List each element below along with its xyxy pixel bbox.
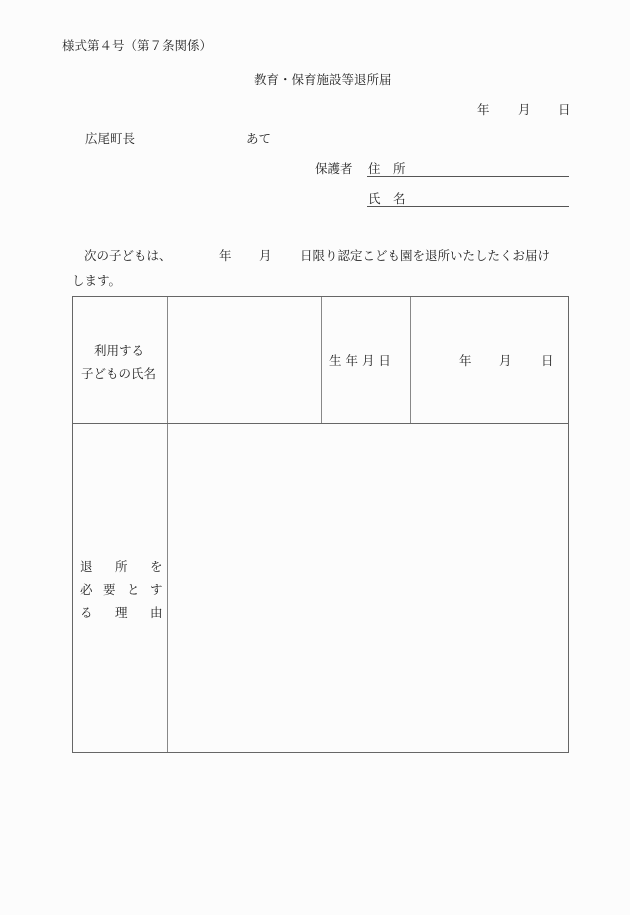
child-name-label-line1: 利用する xyxy=(94,343,145,358)
guardian-address-field[interactable] xyxy=(367,176,569,177)
reason-char: と xyxy=(127,582,140,597)
body-line1-suffix: 日限り認定こども園を退所いたしたくお届け xyxy=(300,248,551,263)
body-line2: します。 xyxy=(72,273,122,288)
addressee-name: 広尾町長 xyxy=(85,131,136,146)
reason-char: を xyxy=(150,559,163,574)
guardian-address-label: 住 所 xyxy=(368,161,406,176)
body-line1-prefix: 次の子どもは、 xyxy=(84,248,172,263)
reason-char: 所 xyxy=(115,559,128,574)
form-number: 様式第４号（第７条関係） xyxy=(62,38,213,53)
body-month: 月 xyxy=(259,248,272,263)
birthdate-day: 日 xyxy=(541,353,554,368)
addressee-suffix: あて xyxy=(246,131,272,146)
birthdate-month: 月 xyxy=(499,353,512,368)
column-divider-2 xyxy=(321,297,322,423)
reason-char: 退 xyxy=(80,559,93,574)
child-name-field[interactable] xyxy=(169,298,319,422)
date-year-label: 年 xyxy=(477,102,490,117)
reason-field[interactable] xyxy=(169,425,568,752)
reason-char: 必 xyxy=(80,582,93,597)
column-divider-1 xyxy=(167,297,168,752)
birthdate-label: 生 年 月 日 xyxy=(329,353,391,368)
birthdate-field[interactable] xyxy=(412,298,568,422)
reason-char: る xyxy=(80,605,93,620)
reason-char: す xyxy=(150,582,163,597)
child-name-label-line2: 子どもの氏名 xyxy=(81,366,157,381)
guardian-label: 保護者 xyxy=(315,161,353,176)
birthdate-year: 年 xyxy=(459,353,472,368)
reason-char: 要 xyxy=(103,582,116,597)
date-day-label: 日 xyxy=(558,102,571,117)
reason-char: 由 xyxy=(150,605,163,620)
reason-char: 理 xyxy=(115,605,128,620)
guardian-name-field[interactable] xyxy=(367,206,569,207)
row-divider xyxy=(73,423,568,424)
form-table xyxy=(72,296,569,753)
document-title: 教育・保育施設等退所届 xyxy=(254,72,392,87)
guardian-name-label: 氏 名 xyxy=(368,191,406,206)
date-month-label: 月 xyxy=(518,102,531,117)
column-divider-3 xyxy=(410,297,411,423)
body-year: 年 xyxy=(219,248,232,263)
